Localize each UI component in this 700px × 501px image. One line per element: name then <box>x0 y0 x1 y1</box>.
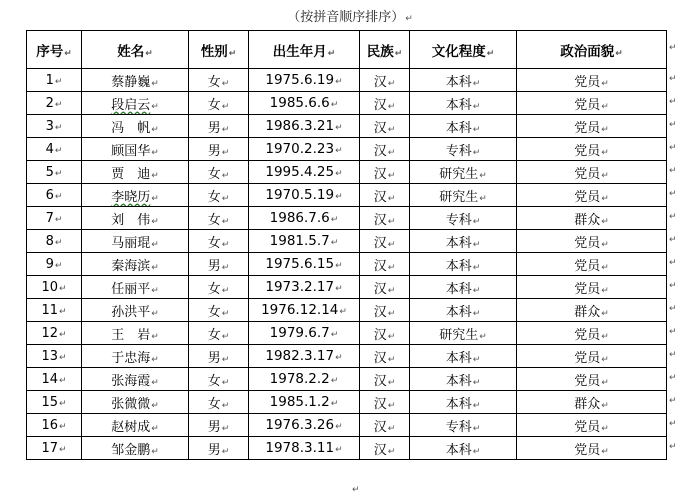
cell-education[interactable]: 本科↵ <box>410 253 517 276</box>
paragraph-mark-icon: ↵ <box>472 124 481 135</box>
table-row <box>27 299 667 322</box>
paragraph-mark-icon: ↵ <box>151 285 159 296</box>
paragraph-mark-icon: ↵ <box>59 283 67 294</box>
cell-ethnic[interactable]: 汉↵ <box>360 115 410 138</box>
paragraph-mark-icon: ↵ <box>601 124 609 135</box>
paragraph-mark-icon: ↵ <box>472 216 481 227</box>
paragraph-mark-icon: ↵ <box>387 101 396 112</box>
paragraph-mark-icon: ↵ <box>221 262 230 273</box>
paragraph-mark-icon: ↵ <box>54 122 63 133</box>
paragraph-mark-icon: ↵ <box>387 216 396 227</box>
paragraph-mark-icon: ↵ <box>335 146 343 156</box>
cell-no[interactable]: 9↵ <box>27 253 82 276</box>
staff-table <box>26 30 667 460</box>
cell-no[interactable]: 6↵ <box>27 184 82 207</box>
cell-political[interactable]: 党员↵ <box>517 138 667 161</box>
table-row <box>27 207 667 230</box>
cell-no[interactable]: 4↵ <box>27 138 82 161</box>
cell-no[interactable]: 17↵ <box>27 437 82 460</box>
paragraph-mark-icon: ↵ <box>601 285 609 296</box>
header-name[interactable]: 姓名↵ <box>82 31 189 69</box>
table-row <box>27 184 667 207</box>
document-end-mark: ↵ <box>352 485 360 495</box>
table-row <box>27 138 667 161</box>
cell-gender[interactable]: 女↵ <box>189 322 249 345</box>
paragraph-mark-icon: ↵ <box>335 261 343 271</box>
paragraph-mark-icon: ↵ <box>387 78 396 89</box>
paragraph-mark-icon: ↵ <box>221 377 230 388</box>
paragraph-mark-icon: ↵ <box>387 423 396 434</box>
paragraph-mark-icon: ↵ <box>54 260 63 271</box>
table-row <box>27 391 667 414</box>
paragraph-mark-icon: ↵ <box>221 101 230 112</box>
paragraph-mark-icon: ↵ <box>221 354 230 365</box>
row-end-mark-icon: ↵ <box>669 142 677 153</box>
cell-birth[interactable]: 1981.5.7↵ <box>249 230 360 253</box>
paragraph-mark-icon: ↵ <box>479 193 487 204</box>
cell-name[interactable]: 马丽琨↵ <box>82 230 189 253</box>
table-row <box>27 414 667 437</box>
row-end-mark-icon: ↵ <box>669 418 677 429</box>
cell-ethnic[interactable]: 汉↵ <box>360 207 410 230</box>
paragraph-mark-icon: ↵ <box>387 170 396 181</box>
paragraph-mark-icon: ↵ <box>335 169 343 179</box>
cell-birth[interactable]: 1975.6.19↵ <box>249 69 360 92</box>
paragraph-mark-icon: ↵ <box>221 78 230 89</box>
cell-political[interactable]: 群众↵ <box>517 207 667 230</box>
cell-education[interactable]: 研究生↵ <box>410 322 517 345</box>
cell-birth[interactable]: 1975.6.15↵ <box>249 253 360 276</box>
cell-birth[interactable]: 1995.4.25↵ <box>249 161 360 184</box>
paragraph-mark-icon: ↵ <box>54 168 63 179</box>
cell-ethnic[interactable]: 汉↵ <box>360 414 410 437</box>
paragraph-mark-icon: ↵ <box>330 238 339 248</box>
row-end-mark-icon: ↵ <box>669 73 677 84</box>
table-row <box>27 253 667 276</box>
paragraph-mark-icon: ↵ <box>330 330 339 340</box>
paragraph-mark-icon: ↵ <box>221 147 230 158</box>
paragraph-mark-icon: ↵ <box>335 353 343 363</box>
paragraph-mark-icon: ↵ <box>59 444 67 455</box>
cell-name[interactable]: 任丽平↵ <box>82 276 189 299</box>
paragraph-mark-icon: ↵ <box>472 78 481 89</box>
cell-no[interactable]: 8↵ <box>27 230 82 253</box>
paragraph-mark-icon: ↵ <box>387 446 396 457</box>
paragraph-mark-icon: ↵ <box>387 262 396 273</box>
cell-gender[interactable]: 女↵ <box>189 161 249 184</box>
cell-no[interactable]: 3↵ <box>27 115 82 138</box>
paragraph-mark-icon: ↵ <box>387 124 396 135</box>
paragraph-mark-icon: ↵ <box>151 193 159 204</box>
paragraph-mark-icon: ↵ <box>151 262 159 273</box>
cell-ethnic[interactable]: 汉↵ <box>360 391 410 414</box>
paragraph-mark-icon: ↵ <box>335 445 343 455</box>
cell-gender[interactable]: 女↵ <box>189 184 249 207</box>
cell-no[interactable]: 15↵ <box>27 391 82 414</box>
header-ethnic[interactable]: 民族↵ <box>360 31 410 69</box>
cell-name[interactable]: 刘 伟↵ <box>82 207 189 230</box>
cell-birth[interactable]: 1973.2.17↵ <box>249 276 360 299</box>
paragraph-mark-icon: ↵ <box>335 77 343 87</box>
cell-education[interactable]: 本科↵ <box>410 276 517 299</box>
row-end-mark-icon: ↵ <box>669 257 677 268</box>
cell-ethnic[interactable]: 汉↵ <box>360 69 410 92</box>
paragraph-mark-icon: ↵ <box>472 377 481 388</box>
cell-birth[interactable]: 1986.3.21↵ <box>249 115 360 138</box>
paragraph-mark-icon: ↵ <box>387 331 396 342</box>
cell-gender[interactable]: 女↵ <box>189 299 249 322</box>
cell-political[interactable]: 群众↵ <box>517 391 667 414</box>
cell-birth[interactable]: 1970.5.19↵ <box>249 184 360 207</box>
cell-political[interactable]: 党员↵ <box>517 368 667 391</box>
paragraph-mark-icon: ↵ <box>151 78 159 89</box>
paragraph-mark-icon: ↵ <box>330 399 339 409</box>
paragraph-mark-icon: ↵ <box>54 214 63 225</box>
paragraph-mark-icon: ↵ <box>151 239 159 250</box>
table-row <box>27 276 667 299</box>
paragraph-mark-icon: ↵ <box>601 377 609 388</box>
cell-gender[interactable]: 男↵ <box>189 437 249 460</box>
paragraph-mark-icon: ↵ <box>221 216 230 227</box>
cell-political[interactable]: 党员↵ <box>517 414 667 437</box>
paragraph-mark-icon: ↵ <box>405 14 413 24</box>
cell-name[interactable]: 蔡静巍↵ <box>82 69 189 92</box>
cell-gender[interactable]: 男↵ <box>189 414 249 437</box>
paragraph-mark-icon: ↵ <box>59 375 67 386</box>
cell-political[interactable]: 党员↵ <box>517 92 667 115</box>
paragraph-mark-icon: ↵ <box>472 262 481 273</box>
cell-gender[interactable]: 女↵ <box>189 92 249 115</box>
table-row <box>27 230 667 253</box>
cell-no[interactable]: 11↵ <box>27 299 82 322</box>
paragraph-mark-icon: ↵ <box>601 193 609 204</box>
cell-birth[interactable]: 1982.3.17↵ <box>249 345 360 368</box>
table-caption <box>0 6 700 25</box>
cell-gender[interactable]: 男↵ <box>189 138 249 161</box>
cell-gender[interactable]: 女↵ <box>189 391 249 414</box>
cell-gender[interactable]: 女↵ <box>189 276 249 299</box>
paragraph-mark-icon: ↵ <box>221 308 230 319</box>
cell-no[interactable]: 14↵ <box>27 368 82 391</box>
paragraph-mark-icon: ↵ <box>387 193 396 204</box>
cell-political[interactable]: 党员↵ <box>517 230 667 253</box>
paragraph-mark-icon: ↵ <box>59 329 67 340</box>
cell-political[interactable]: 党员↵ <box>517 161 667 184</box>
cell-ethnic[interactable]: 汉↵ <box>360 368 410 391</box>
paragraph-mark-icon: ↵ <box>59 398 67 409</box>
cell-gender[interactable]: 女↵ <box>189 69 249 92</box>
cell-ethnic[interactable]: 汉↵ <box>360 230 410 253</box>
cell-political[interactable]: 党员↵ <box>517 69 667 92</box>
cell-no[interactable]: 12↵ <box>27 322 82 345</box>
table-row <box>27 161 667 184</box>
cell-ethnic[interactable]: 汉↵ <box>360 253 410 276</box>
cell-gender[interactable]: 女↵ <box>189 368 249 391</box>
paragraph-mark-icon: ↵ <box>479 170 487 181</box>
paragraph-mark-icon: ↵ <box>151 400 159 411</box>
cell-ethnic[interactable]: 汉↵ <box>360 92 410 115</box>
cell-birth[interactable]: 1985.1.2↵ <box>249 391 360 414</box>
paragraph-mark-icon: ↵ <box>151 377 159 388</box>
cell-name[interactable]: 张微微↵ <box>82 391 189 414</box>
paragraph-mark-icon: ↵ <box>387 308 396 319</box>
cell-education[interactable]: 研究生↵ <box>410 184 517 207</box>
paragraph-mark-icon: ↵ <box>601 331 609 342</box>
row-end-mark-icon: ↵ <box>669 280 677 291</box>
paragraph-mark-icon: ↵ <box>59 306 67 317</box>
paragraph-mark-icon: ↵ <box>601 147 609 158</box>
cell-gender[interactable]: 女↵ <box>189 230 249 253</box>
paragraph-mark-icon: ↵ <box>387 147 396 158</box>
paragraph-mark-icon: ↵ <box>221 193 230 204</box>
cell-name[interactable]: 赵树成↵ <box>82 414 189 437</box>
cell-name[interactable]: 孙洪平↵ <box>82 299 189 322</box>
cell-name[interactable]: 张海霞↵ <box>82 368 189 391</box>
header-education[interactable]: 文化程度↵ <box>410 31 517 69</box>
paragraph-mark-icon: ↵ <box>221 446 230 457</box>
cell-education[interactable]: 专科↵ <box>410 138 517 161</box>
paragraph-mark-icon: ↵ <box>472 101 481 112</box>
cell-ethnic[interactable]: 汉↵ <box>360 345 410 368</box>
paragraph-mark-icon: ↵ <box>479 331 487 342</box>
row-end-mark-icon: ↵ <box>669 303 677 314</box>
header-birth[interactable]: 出生年月↵ <box>249 31 360 69</box>
cell-gender[interactable]: 男↵ <box>189 345 249 368</box>
cell-education[interactable]: 本科↵ <box>410 345 517 368</box>
row-end-mark-icon: ↵ <box>669 395 677 406</box>
row-end-mark-icon: ↵ <box>669 43 677 53</box>
cell-political[interactable]: 党员↵ <box>517 322 667 345</box>
cell-education[interactable]: 本科↵ <box>410 391 517 414</box>
paragraph-mark-icon: ↵ <box>151 446 159 457</box>
paragraph-mark-icon: ↵ <box>387 354 396 365</box>
cell-name[interactable]: 邹金鹏↵ <box>82 437 189 460</box>
cell-gender[interactable]: 男↵ <box>189 253 249 276</box>
cell-birth[interactable]: 1979.6.7↵ <box>249 322 360 345</box>
row-end-mark-icon: ↵ <box>669 349 677 360</box>
paragraph-mark-icon: ↵ <box>601 446 609 457</box>
table-header-row <box>27 31 667 69</box>
cell-birth[interactable]: 1985.6.6↵ <box>249 92 360 115</box>
paragraph-mark-icon: ↵ <box>54 99 63 110</box>
paragraph-mark-icon: ↵ <box>221 423 230 434</box>
header-political[interactable]: 政治面貌↵ <box>517 31 667 69</box>
row-end-mark-icon: ↵ <box>669 441 677 452</box>
table-body <box>27 69 667 460</box>
paragraph-mark-icon: ↵ <box>335 192 343 202</box>
paragraph-mark-icon: ↵ <box>472 308 481 319</box>
paragraph-mark-icon: ↵ <box>601 262 609 273</box>
paragraph-mark-icon: ↵ <box>472 400 481 411</box>
table-row <box>27 322 667 345</box>
header-no[interactable]: 序号↵ <box>27 31 82 69</box>
cell-birth[interactable]: 1970.2.23↵ <box>249 138 360 161</box>
cell-no[interactable]: 13↵ <box>27 345 82 368</box>
paragraph-mark-icon: ↵ <box>151 216 159 227</box>
paragraph-mark-icon: ↵ <box>151 423 159 434</box>
paragraph-mark-icon: ↵ <box>221 170 230 181</box>
paragraph-mark-icon: ↵ <box>330 215 339 225</box>
paragraph-mark-icon: ↵ <box>59 352 67 363</box>
cell-ethnic[interactable]: 汉↵ <box>360 184 410 207</box>
cell-political[interactable]: 党员↵ <box>517 345 667 368</box>
cell-name[interactable]: 秦海滨↵ <box>82 253 189 276</box>
paragraph-mark-icon: ↵ <box>59 421 67 432</box>
paragraph-mark-icon: ↵ <box>601 170 609 181</box>
cell-no[interactable]: 2↵ <box>27 92 82 115</box>
cell-name[interactable]: 贾 迪↵ <box>82 161 189 184</box>
row-end-mark-icon: ↵ <box>669 165 677 176</box>
cell-ethnic[interactable]: 汉↵ <box>360 276 410 299</box>
cell-ethnic[interactable]: 汉↵ <box>360 322 410 345</box>
cell-political[interactable]: 党员↵ <box>517 437 667 460</box>
cell-political[interactable]: 群众↵ <box>517 299 667 322</box>
cell-no[interactable]: 16↵ <box>27 414 82 437</box>
paragraph-mark-icon: ↵ <box>387 377 396 388</box>
cell-education[interactable]: 研究生↵ <box>410 161 517 184</box>
cell-birth[interactable]: 1978.2.2↵ <box>249 368 360 391</box>
cell-name[interactable]: 冯 帆↵ <box>82 115 189 138</box>
table-row <box>27 69 667 92</box>
paragraph-mark-icon: ↵ <box>472 147 481 158</box>
paragraph-mark-icon: ↵ <box>601 423 609 434</box>
paragraph-mark-icon: ↵ <box>387 239 396 250</box>
cell-political[interactable]: 党员↵ <box>517 115 667 138</box>
cell-education[interactable]: 专科↵ <box>410 207 517 230</box>
cell-birth[interactable]: 1976.12.14↵ <box>249 299 360 322</box>
paragraph-mark-icon: ↵ <box>54 145 63 156</box>
paragraph-mark-icon: ↵ <box>335 123 343 133</box>
paragraph-mark-icon: ↵ <box>601 101 609 112</box>
paragraph-mark-icon: ↵ <box>221 239 230 250</box>
cell-ethnic[interactable]: 汉↵ <box>360 299 410 322</box>
paragraph-mark-icon: ↵ <box>151 331 159 342</box>
cell-political[interactable]: 党员↵ <box>517 253 667 276</box>
table-row <box>27 92 667 115</box>
row-end-mark-icon: ↵ <box>669 326 677 337</box>
paragraph-mark-icon: ↵ <box>335 422 343 432</box>
cell-political[interactable]: 党员↵ <box>517 276 667 299</box>
table-row <box>27 115 667 138</box>
paragraph-mark-icon: ↵ <box>221 285 230 296</box>
paragraph-mark-icon: ↵ <box>330 376 339 386</box>
row-end-mark-icon: ↵ <box>669 119 677 130</box>
paragraph-mark-icon: ↵ <box>151 354 159 365</box>
table-row <box>27 368 667 391</box>
paragraph-mark-icon: ↵ <box>472 239 481 250</box>
cell-no[interactable]: 7↵ <box>27 207 82 230</box>
paragraph-mark-icon: ↵ <box>151 124 159 135</box>
paragraph-mark-icon: ↵ <box>601 354 609 365</box>
cell-education[interactable]: 本科↵ <box>410 299 517 322</box>
cell-name[interactable]: 顾国华↵ <box>82 138 189 161</box>
paragraph-mark-icon: ↵ <box>151 170 159 181</box>
paragraph-mark-icon: ↵ <box>472 285 481 296</box>
cell-political[interactable]: 党员↵ <box>517 184 667 207</box>
caption-text: （按拼音顺序排序） <box>287 10 405 25</box>
cell-birth[interactable]: 1976.3.26↵ <box>249 414 360 437</box>
paragraph-mark-icon: ↵ <box>387 285 396 296</box>
cell-education[interactable]: 专科↵ <box>410 414 517 437</box>
paragraph-mark-icon: ↵ <box>601 400 609 411</box>
paragraph-mark-icon: ↵ <box>601 308 609 319</box>
cell-no[interactable]: 1↵ <box>27 69 82 92</box>
table-row <box>27 345 667 368</box>
cell-education[interactable]: 本科↵ <box>410 437 517 460</box>
cell-name[interactable]: 段启云↵ <box>82 92 189 115</box>
row-end-mark-icon: ↵ <box>669 188 677 199</box>
row-end-mark-icon: ↵ <box>669 234 677 245</box>
paragraph-mark-icon: ↵ <box>54 76 63 87</box>
cell-name[interactable]: 于忠海↵ <box>82 345 189 368</box>
paragraph-mark-icon: ↵ <box>472 354 481 365</box>
cell-education[interactable]: 本科↵ <box>410 92 517 115</box>
cell-ethnic[interactable]: 汉↵ <box>360 138 410 161</box>
row-end-mark-icon: ↵ <box>669 372 677 383</box>
paragraph-mark-icon: ↵ <box>601 78 609 89</box>
cell-birth[interactable]: 1986.7.6↵ <box>249 207 360 230</box>
row-end-mark-icon: ↵ <box>669 211 677 222</box>
cell-education[interactable]: 本科↵ <box>410 230 517 253</box>
cell-name[interactable]: 李晓历↵ <box>82 184 189 207</box>
paragraph-mark-icon: ↵ <box>601 239 609 250</box>
paragraph-mark-icon: ↵ <box>330 100 339 110</box>
header-gender[interactable]: 性别↵ <box>189 31 249 69</box>
paragraph-mark-icon: ↵ <box>151 308 159 319</box>
paragraph-mark-icon: ↵ <box>339 307 347 317</box>
paragraph-mark-icon: ↵ <box>151 101 159 112</box>
table-row <box>27 437 667 460</box>
paragraph-mark-icon: ↵ <box>335 284 343 294</box>
cell-no[interactable]: 5↵ <box>27 161 82 184</box>
paragraph-mark-icon: ↵ <box>151 147 159 158</box>
paragraph-mark-icon: ↵ <box>472 423 481 434</box>
cell-education[interactable]: 本科↵ <box>410 368 517 391</box>
paragraph-mark-icon: ↵ <box>221 124 230 135</box>
cell-birth[interactable]: 1978.3.11↵ <box>249 437 360 460</box>
paragraph-mark-icon: ↵ <box>221 400 230 411</box>
cell-ethnic[interactable]: 汉↵ <box>360 437 410 460</box>
cell-ethnic[interactable]: 汉↵ <box>360 161 410 184</box>
paragraph-mark-icon: ↵ <box>601 216 609 227</box>
paragraph-mark-icon: ↵ <box>472 446 481 457</box>
cell-gender[interactable]: 男↵ <box>189 115 249 138</box>
paragraph-mark-icon: ↵ <box>387 400 396 411</box>
cell-education[interactable]: 本科↵ <box>410 115 517 138</box>
paragraph-mark-icon: ↵ <box>221 331 230 342</box>
cell-name[interactable]: 王 岩↵ <box>82 322 189 345</box>
cell-education[interactable]: 本科↵ <box>410 69 517 92</box>
cell-gender[interactable]: 女↵ <box>189 207 249 230</box>
paragraph-mark-icon: ↵ <box>54 237 63 248</box>
paragraph-mark-icon: ↵ <box>54 191 63 202</box>
cell-no[interactable]: 10↵ <box>27 276 82 299</box>
row-end-mark-icon: ↵ <box>669 96 677 107</box>
